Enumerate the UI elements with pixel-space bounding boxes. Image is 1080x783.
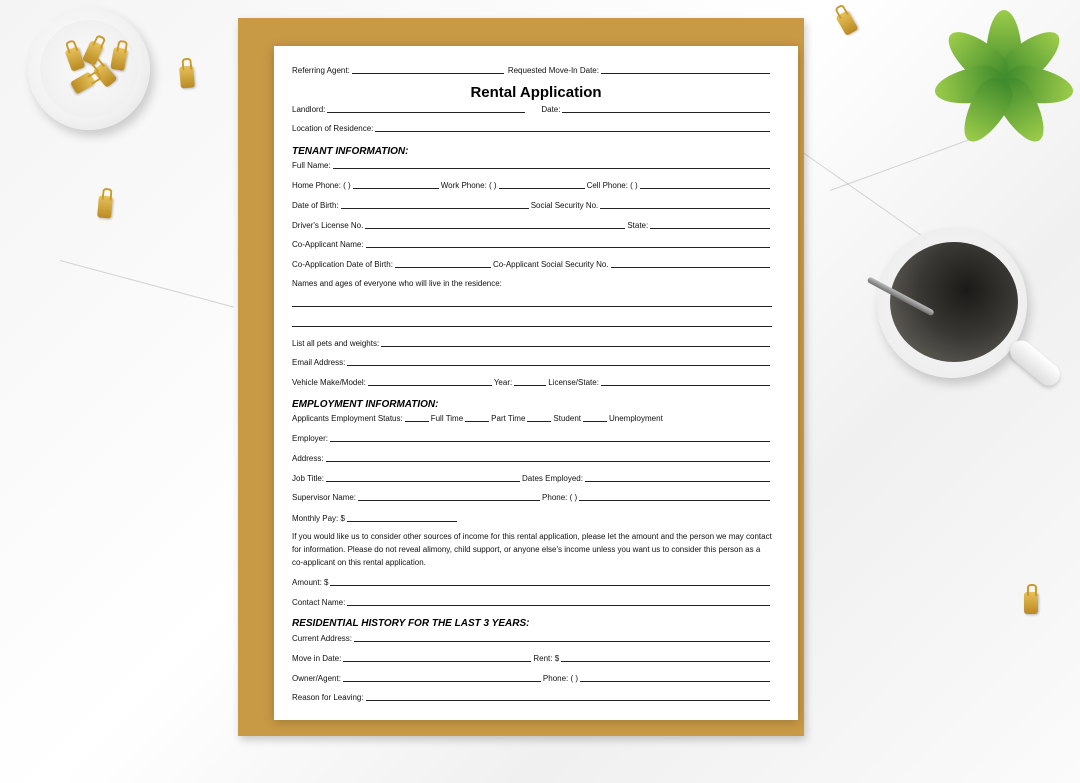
binder-clip-icon — [97, 195, 113, 218]
current-address-field[interactable] — [354, 641, 770, 642]
residents-row — [292, 275, 772, 289]
date-field[interactable] — [562, 112, 770, 113]
landlord-row — [292, 101, 772, 115]
page-title: Rental Application — [470, 84, 602, 101]
reason-label: Reason for Leaving: — [292, 693, 364, 702]
student-label: Student — [553, 414, 581, 423]
residents-field-line[interactable] — [292, 306, 772, 307]
employer-field[interactable] — [330, 441, 770, 442]
cell-phone-label: Cell Phone: ( ) — [586, 181, 638, 190]
vehicle-row — [292, 374, 772, 388]
marble-vein — [60, 260, 234, 308]
reason-field[interactable] — [366, 700, 770, 701]
rent-field[interactable] — [561, 661, 770, 662]
employment-status-label: Applicants Employment Status: — [292, 414, 403, 423]
email-field[interactable] — [347, 365, 770, 366]
employer-address-label: Address: — [292, 454, 324, 463]
year-field[interactable] — [514, 385, 546, 386]
contact-name-field[interactable] — [347, 605, 770, 606]
part-time-checkline[interactable] — [465, 421, 489, 422]
dob-label: Date of Birth: — [292, 201, 339, 210]
residential-section-heading: RESIDENTIAL HISTORY FOR THE LAST 3 YEARS: — [292, 618, 530, 629]
location-label: Location of Residence: — [292, 124, 374, 133]
ssn-label: Social Security No. — [530, 201, 599, 210]
job-title-row — [292, 470, 772, 484]
owner-agent-row — [292, 670, 772, 684]
employment-section-heading: EMPLOYMENT INFORMATION: — [292, 399, 439, 410]
amount-label: Amount: $ — [292, 578, 329, 587]
reason-row — [292, 689, 772, 703]
succulent-plant — [930, 0, 1080, 150]
email-row — [292, 354, 772, 368]
binder-clip-icon — [179, 65, 195, 88]
phones-row — [292, 177, 772, 191]
location-field[interactable] — [375, 131, 770, 132]
referring-agent-label: Referring Agent: — [292, 66, 350, 75]
co-ssn-field[interactable] — [611, 267, 770, 268]
residents-field-line[interactable] — [292, 326, 772, 327]
employer-address-field[interactable] — [326, 461, 770, 462]
plate-label: License/State: — [548, 378, 599, 387]
co-applicant-label: Co-Applicant Name: — [292, 240, 364, 249]
email-label: Email Address: — [292, 358, 346, 367]
monthly-pay-row — [292, 510, 772, 524]
vehicle-field[interactable] — [368, 385, 492, 386]
supervisor-phone-field[interactable] — [579, 500, 770, 501]
ssn-field[interactable] — [600, 208, 770, 209]
referring-agent-row — [292, 62, 772, 76]
co-dob-label: Co-Application Date of Birth: — [292, 260, 393, 269]
plate-field[interactable] — [601, 385, 770, 386]
contact-name-row — [292, 594, 772, 608]
job-title-label: Job Title: — [292, 474, 325, 483]
supervisor-phone-label: Phone: ( ) — [542, 493, 578, 502]
pets-row — [292, 335, 772, 349]
binder-clip-icon — [1024, 592, 1038, 614]
vehicle-label: Vehicle Make/Model: — [292, 378, 366, 387]
state-label: State: — [627, 221, 649, 230]
monthly-pay-field[interactable] — [347, 521, 457, 522]
move-in-row — [292, 650, 772, 664]
owner-phone-field[interactable] — [580, 681, 770, 682]
supervisor-row — [292, 489, 772, 503]
pets-label: List all pets and weights: — [292, 339, 380, 348]
full-time-checkline[interactable] — [405, 421, 429, 422]
current-address-label: Current Address: — [292, 634, 353, 643]
home-phone-field[interactable] — [353, 188, 439, 189]
amount-field[interactable] — [330, 585, 770, 586]
full-name-row — [292, 157, 772, 171]
co-ssn-label: Co-Applicant Social Security No. — [492, 260, 609, 269]
referring-agent-field[interactable] — [352, 73, 504, 74]
date-label: Date: — [541, 105, 561, 114]
dates-employed-field[interactable] — [585, 481, 770, 482]
owner-agent-label: Owner/Agent: — [292, 674, 341, 683]
rental-application-sheet — [274, 46, 798, 720]
cell-phone-field[interactable] — [640, 188, 770, 189]
move-in-date-field[interactable] — [601, 73, 770, 74]
license-row — [292, 217, 772, 231]
work-phone-label: Work Phone: ( ) — [440, 181, 497, 190]
paperclip-bowl — [28, 8, 150, 130]
employer-row — [292, 430, 772, 444]
cup-handle — [1006, 336, 1065, 390]
amount-row — [292, 574, 772, 588]
state-field[interactable] — [650, 228, 770, 229]
monthly-pay-label: Monthly Pay: $ — [292, 514, 345, 523]
tenant-section-heading: TENANT INFORMATION: — [292, 146, 409, 157]
job-title-field[interactable] — [326, 481, 520, 482]
co-applicant-row — [292, 236, 772, 250]
work-phone-field[interactable] — [499, 188, 585, 189]
co-applicant-field[interactable] — [366, 247, 770, 248]
student-checkline[interactable] — [527, 421, 551, 422]
pets-field[interactable] — [381, 346, 770, 347]
move-in-date-history-field[interactable] — [343, 661, 531, 662]
employment-status-row — [292, 410, 772, 424]
binder-clip-icon — [835, 10, 858, 36]
employer-label: Employer: — [292, 434, 329, 443]
dob-field[interactable] — [341, 208, 529, 209]
full-name-field[interactable] — [333, 168, 770, 169]
owner-phone-label: Phone: ( ) — [542, 674, 579, 683]
location-row — [292, 120, 772, 134]
supervisor-label: Supervisor Name: — [292, 493, 357, 502]
license-field[interactable] — [365, 228, 625, 229]
income-note: If you would like us to consider other sources of income for this rental application, please let the amount and the person we may contact for information. Please do not reveal alimony, child support, or anyone else's income unless you want us to consider this person as a co-applicant on this rental application. — [292, 532, 772, 567]
residents-label: Names and ages of everyone who will live in the residence: — [292, 279, 502, 288]
unemployment-label: Unemployment — [608, 414, 663, 423]
unemployment-checkline[interactable] — [583, 421, 607, 422]
landlord-field[interactable] — [327, 112, 525, 113]
co-dob-row — [292, 256, 772, 270]
move-in-date-label: Requested Move-In Date: — [507, 66, 599, 75]
current-address-row — [292, 630, 772, 644]
owner-agent-field[interactable] — [343, 681, 541, 682]
move-in-date-history-label: Move in Date: — [292, 654, 342, 663]
co-dob-field[interactable] — [395, 267, 491, 268]
part-time-label: Part Time — [491, 414, 526, 423]
dob-row — [292, 197, 772, 211]
rent-label: Rent: $ — [533, 654, 560, 663]
license-label: Driver's License No. — [292, 221, 364, 230]
year-label: Year: — [493, 378, 513, 387]
dates-employed-label: Dates Employed: — [522, 474, 583, 483]
supervisor-field[interactable] — [358, 500, 540, 501]
full-name-label: Full Name: — [292, 161, 331, 170]
contact-name-label: Contact Name: — [292, 598, 346, 607]
landlord-label: Landlord: — [292, 105, 326, 114]
full-time-label: Full Time — [430, 414, 464, 423]
employer-address-row — [292, 450, 772, 464]
home-phone-label: Home Phone: ( ) — [292, 181, 351, 190]
